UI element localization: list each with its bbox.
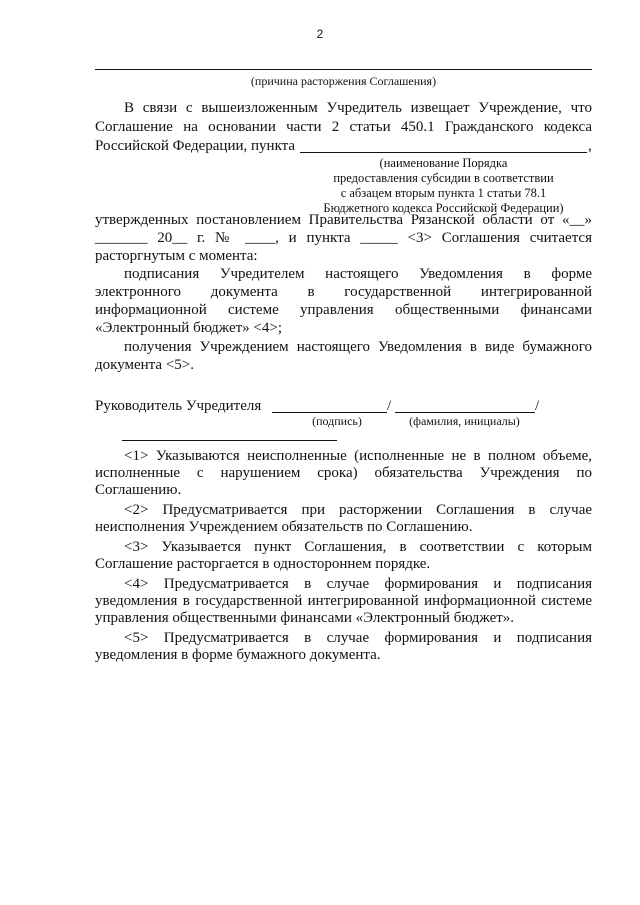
footnote-4-line: уведомления в государственной интегрированной информационной системе xyxy=(95,593,592,609)
para1-line3-comma: , xyxy=(588,138,592,154)
footnote-marker: <2> xyxy=(124,502,149,518)
para1-line3: Российской Федерации, пункта xyxy=(95,138,296,154)
para1-line1: В связи с вышеизложенным Учредитель извещает Учреждение, что xyxy=(124,100,592,116)
signature-label: Руководитель Учредителя xyxy=(95,398,262,414)
footnote-5-line xyxy=(124,630,592,647)
para2-line3: расторгнутым с момента: xyxy=(95,248,258,264)
para2-line1: утвержденных постановлением Правительства Рязанской области от «__» xyxy=(95,212,592,228)
reason-underline xyxy=(95,69,592,70)
signature-caption: (подпись) xyxy=(312,414,362,428)
footnote-2-line: неисполнения Учреждением обязательств по Соглашению. xyxy=(95,519,473,535)
footnote-text: Указываются неисполненные (исполненные не в полном объеме, xyxy=(155,448,593,464)
footnote-4-line xyxy=(124,576,592,593)
procedure-caption-line: (наименование Порядка xyxy=(379,156,508,170)
footnote-text: Указывается пункт Соглашения, в соответствии с которым xyxy=(161,539,592,555)
page-number: 2 xyxy=(316,27,324,41)
footnote-1-line xyxy=(124,448,592,465)
procedure-blank xyxy=(300,152,587,153)
footnote-5-line: уведомления в форме бумажного документа. xyxy=(95,647,381,663)
receipt-line1: получения Учреждением настоящего Уведомления в виде бумажного xyxy=(124,339,592,355)
name-caption: (фамилия, инициалы) xyxy=(409,414,520,428)
procedure-caption-line: предоставления субсидии в соответствии xyxy=(333,171,554,185)
footnote-2-line xyxy=(124,502,592,519)
receipt-line2: документа <5>. xyxy=(95,357,195,373)
signature-line xyxy=(272,412,387,413)
footnote-3-line xyxy=(124,539,592,556)
footnote-marker: <5> xyxy=(124,630,149,646)
signature-separator: / xyxy=(387,398,392,414)
reason-caption: (причина расторжения Соглашения) xyxy=(250,74,437,88)
footnote-marker: <4> xyxy=(124,576,149,592)
footnote-text: Предусматривается в случае формирования и подписания xyxy=(163,576,593,592)
signing-line3: информационной системе управления общественными финансами xyxy=(95,302,592,318)
footnote-text: Предусматривается в случае формирования и подписания xyxy=(163,630,593,646)
footnote-marker: <1> xyxy=(124,448,149,464)
signing-line4: «Электронный бюджет» <4>; xyxy=(95,320,283,336)
footnote-marker: <3> xyxy=(124,539,149,555)
procedure-caption-line: с абзацем вторым пункта 1 статьи 78.1 xyxy=(340,186,547,200)
footnote-1-line: исполненные с нарушением срока) обязательства Учреждения по xyxy=(95,465,592,481)
signature-separator-end: / xyxy=(535,398,540,414)
name-line xyxy=(395,412,535,413)
signing-line2: электронного документа в государственной интегрированной xyxy=(95,284,592,300)
procedure-caption xyxy=(300,156,587,216)
procedure-caption-line: Бюджетного кодекса Российской Федерации) xyxy=(323,201,564,215)
para2-line2: _______ 20__ г. № ____, и пункта _____ <3> Соглашения считается xyxy=(95,230,592,246)
footnote-4-line: управления общественными финансами «Электронный бюджет». xyxy=(95,610,515,626)
footnote-text: Предусматривается при расторжении Соглашения в случае xyxy=(162,502,593,518)
footnote-1-line: Соглашению. xyxy=(95,482,182,498)
footnote-3-line: Соглашение расторгается в одностороннем порядке. xyxy=(95,556,431,572)
para1-line2: Соглашение на основании части 2 статьи 450.1 Гражданского кодекса xyxy=(95,119,592,135)
footnote-separator xyxy=(122,440,337,441)
signing-line1: подписания Учредителем настоящего Уведомления в форме xyxy=(124,266,592,282)
